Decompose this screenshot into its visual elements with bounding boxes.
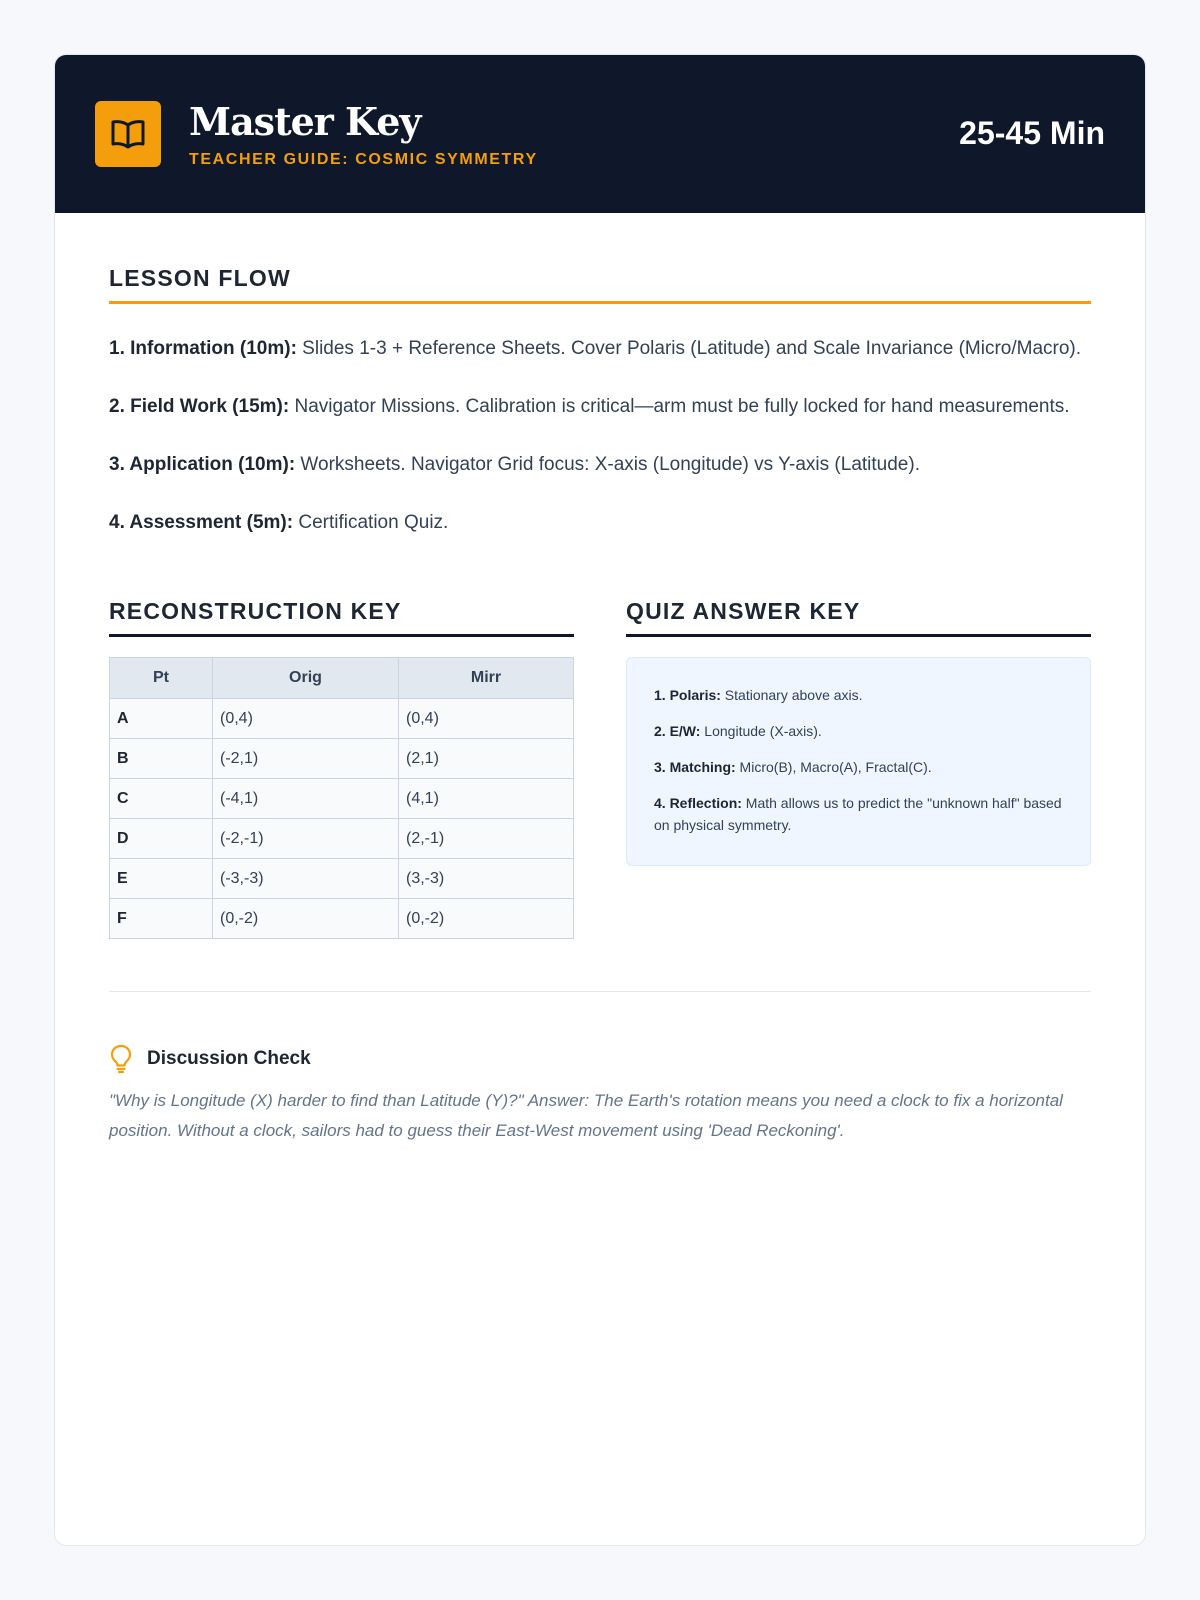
flow-item <box>109 506 1091 540</box>
point-cell: E <box>110 859 213 899</box>
quiz-answer-text: Stationary above axis. <box>720 687 863 703</box>
orig-cell: (-3,-3) <box>213 859 399 899</box>
orig-cell: (0,4) <box>213 699 399 739</box>
point-cell: C <box>110 779 213 819</box>
quiz-answer-text: Longitude (X-axis). <box>700 723 822 739</box>
duration-label: 25-45 Min <box>959 115 1105 151</box>
table-header-row <box>110 658 574 699</box>
content-area <box>55 213 1145 1146</box>
quiz-answer-label: 3. Matching: <box>654 759 736 775</box>
page-title: Master Key <box>189 99 421 144</box>
orig-cell: (0,-2) <box>213 899 399 939</box>
table-row <box>110 739 574 779</box>
lightbulb-icon <box>109 1044 133 1074</box>
lesson-flow-heading: LESSON FLOW <box>109 265 1091 304</box>
table-row <box>110 899 574 939</box>
point-cell: D <box>110 819 213 859</box>
quiz-answer <box>654 792 1064 836</box>
flow-item-label: 3. Application (10m): <box>109 454 296 475</box>
column-header-orig: Orig <box>213 658 399 699</box>
table-row <box>110 859 574 899</box>
quiz-answer-text: Math allows us to predict the "unknown half" based on physical symmetry. <box>654 795 1062 833</box>
quiz-answer <box>654 720 1064 742</box>
point-cell: B <box>110 739 213 779</box>
orig-cell: (-2,-1) <box>213 819 399 859</box>
mirr-cell: (4,1) <box>399 779 574 819</box>
page-subtitle: TEACHER GUIDE: COSMIC SYMMETRY <box>189 151 538 168</box>
lesson-flow-list <box>109 332 1091 540</box>
column-header-mirr: Mirr <box>399 658 574 699</box>
quiz-key-heading: QUIZ ANSWER KEY <box>626 598 1091 637</box>
open-book-icon <box>110 117 146 151</box>
quiz-answer-text: Micro(B), Macro(A), Fractal(C). <box>735 759 932 775</box>
flow-item-text: Worksheets. Navigator Grid focus: X-axis (Longitude) vs Y-axis (Latitude). <box>295 454 920 475</box>
keys-row <box>109 598 1091 939</box>
flow-item-label: 2. Field Work (15m): <box>109 396 290 417</box>
discussion-header <box>109 1044 1091 1074</box>
point-cell: F <box>110 899 213 939</box>
logo-badge <box>95 101 161 167</box>
mirr-cell: (0,-2) <box>399 899 574 939</box>
mirr-cell: (3,-3) <box>399 859 574 899</box>
section-divider <box>109 991 1091 992</box>
reconstruction-key-heading: RECONSTRUCTION KEY <box>109 598 574 637</box>
point-cell: A <box>110 699 213 739</box>
discussion-text: "Why is Longitude (X) harder to find than Latitude (Y)?" Answer: The Earth's rotation means you need a clock to fix a horizontal position. Without a clock, sailors had to guess their East-West movement using 'Dead Reckoning'. <box>109 1091 1063 1140</box>
header <box>55 55 1145 213</box>
discussion-title: Discussion Check <box>147 1048 311 1069</box>
flow-item-label: 1. Information (10m): <box>109 338 297 359</box>
quiz-key-section <box>626 598 1091 939</box>
table-row <box>110 779 574 819</box>
flow-item-text: Certification Quiz. <box>293 512 449 533</box>
reconstruction-key-section <box>109 598 574 939</box>
teacher-guide-card <box>54 54 1146 1546</box>
flow-item <box>109 332 1091 366</box>
flow-item-text: Slides 1-3 + Reference Sheets. Cover Polaris (Latitude) and Scale Invariance (Micro/Macro). <box>296 338 1082 359</box>
flow-item <box>109 390 1091 424</box>
flow-item-text: Navigator Missions. Calibration is critical—arm must be fully locked for hand measurements. <box>289 396 1070 417</box>
quiz-answer <box>654 684 1064 706</box>
quiz-answer-label: 1. Polaris: <box>654 687 721 703</box>
quiz-answer-box <box>626 657 1091 866</box>
mirr-cell: (2,-1) <box>399 819 574 859</box>
reconstruction-table <box>109 657 574 939</box>
flow-item-label: 4. Assessment (5m): <box>109 512 294 533</box>
column-header-pt: Pt <box>110 658 213 699</box>
discussion-check <box>109 1044 1091 1146</box>
quiz-answer-label: 2. E/W: <box>654 723 701 739</box>
quiz-answer <box>654 756 1064 778</box>
table-row <box>110 819 574 859</box>
orig-cell: (-4,1) <box>213 779 399 819</box>
table-row <box>110 699 574 739</box>
orig-cell: (-2,1) <box>213 739 399 779</box>
mirr-cell: (2,1) <box>399 739 574 779</box>
flow-item <box>109 448 1091 482</box>
quiz-answer-label: 4. Reflection: <box>654 795 742 811</box>
mirr-cell: (0,4) <box>399 699 574 739</box>
